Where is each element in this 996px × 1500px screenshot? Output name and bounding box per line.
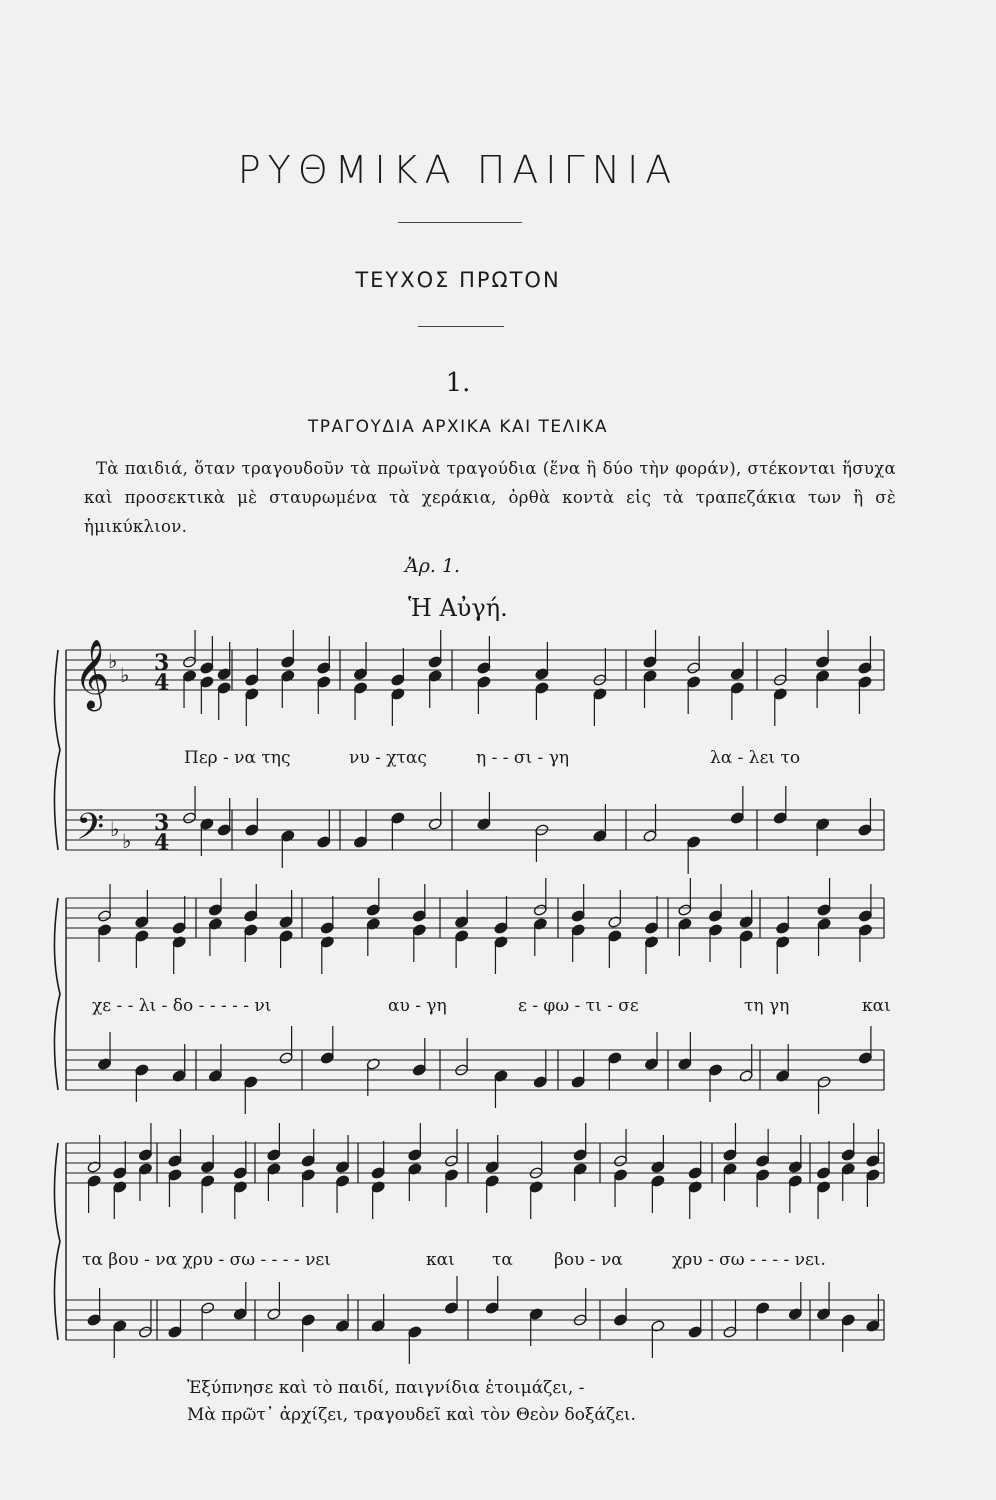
brace: [54, 1143, 60, 1340]
lyric-segment: η - - σι - γη: [476, 748, 570, 768]
lyric-segment: Περ - να της: [184, 748, 291, 768]
lyric-segment: αυ - γη: [388, 996, 447, 1016]
lyric-segment: λα - λει το: [710, 748, 801, 768]
song-number: Ἀρ. 1.: [405, 555, 461, 577]
intro-paragraph: Τὰ παιδιά, ὅταν τραγουδοῦν τὰ πρωϊνὰ τραγούδια (ἕνα ἢ δύο τὴν φοράν), στέκονται ἥσυχα καὶ προσεκτικὰ μὲ σταυρωμένα τὰ χεράκια, ὀρθὰ κοντὰ εἰς τὰ τραπεζάκια των ἢ σὲ ἡμικύκλιον.: [84, 459, 896, 536]
song-title: Ἡ Αὐγή.: [408, 594, 508, 622]
page-title: ΡΥΘΜΙΚΑ ΠΑΙΓΝΙΑ: [237, 148, 679, 192]
bass-clef-icon: 𝄢: [76, 806, 105, 857]
lyric-segment: χε - - λι - δο - - - - - νι: [92, 996, 272, 1016]
time-signature-bottom: 4: [154, 670, 170, 696]
lyric-segment: τα: [492, 1250, 513, 1270]
lyric-segment: και: [426, 1250, 455, 1270]
lyric-segment: ε - φω - τι - σε: [518, 996, 639, 1016]
lyric-segment: τα βου - να χρυ - σω - - - - νει: [82, 1250, 331, 1270]
verse-line-2: Μὰ πρῶτ᾽ ἀρχίζει, τραγουδεῖ καὶ τὸν Θεὸν δοξάζει.: [187, 1405, 636, 1425]
lyric-segment: και: [862, 996, 891, 1016]
lyric-segment: τη γη: [744, 996, 790, 1016]
brace: [54, 898, 60, 1090]
verse-line-1: Ἐξύπνησε καὶ τὸ παιδί, παιγνίδια ἑτοιμάζει, -: [187, 1378, 585, 1398]
flat-icon: ♭: [122, 829, 132, 853]
time-signature-top: 3: [154, 810, 170, 836]
time-signature-top: 3: [154, 650, 170, 676]
section-number: 1.: [445, 368, 471, 398]
volume-subtitle: ΤΕΥΧΟΣ ΠΡΩΤΟΝ: [355, 268, 561, 292]
lyric-segment: νυ - χτας: [349, 748, 427, 768]
flat-icon: ♭: [108, 649, 118, 673]
flat-icon: ♭: [120, 663, 130, 687]
flat-icon: ♭: [110, 817, 120, 841]
time-signature-bottom: 4: [154, 830, 170, 856]
brace: [54, 650, 60, 850]
lyric-segment: βου - να: [554, 1250, 623, 1270]
lyric-segment: χρυ - σω - - - - νει.: [672, 1250, 826, 1270]
section-heading: ΤΡΑΓΟΥΔΙΑ ΑΡΧΙΚΑ ΚΑΙ ΤΕΛΙΚΑ: [307, 417, 609, 437]
treble-clef-icon: 𝄞: [74, 639, 110, 709]
